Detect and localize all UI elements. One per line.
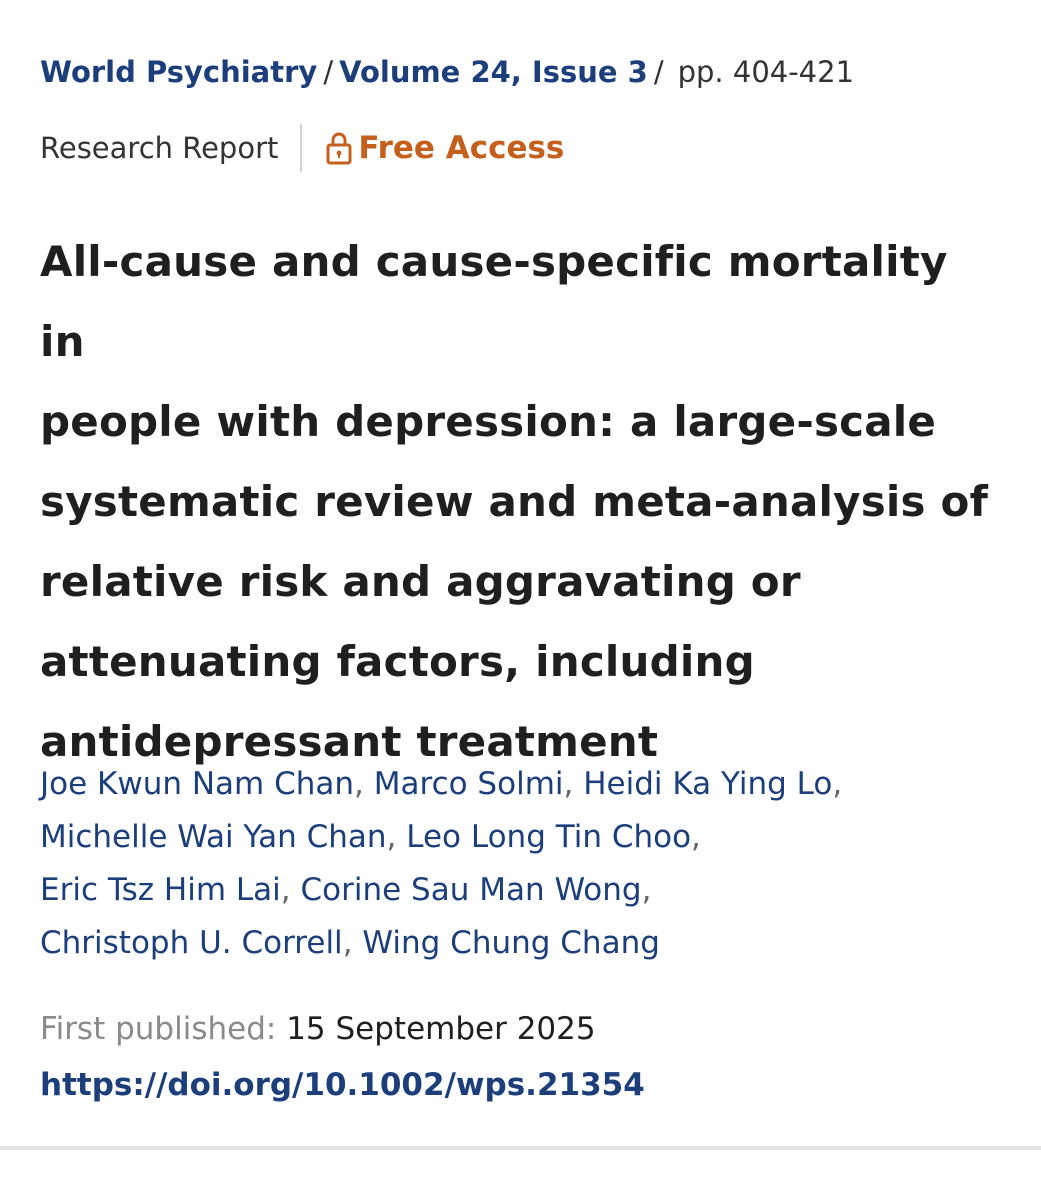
- author-separator: ,: [691, 819, 701, 855]
- author-link[interactable]: Leo Long Tin Choo: [406, 819, 692, 855]
- author-link[interactable]: Wing Chung Chang: [362, 925, 660, 961]
- article-title: [40, 222, 1000, 782]
- published-label: First published:: [40, 1011, 277, 1047]
- title-line: people with depression: a large-scale: [40, 397, 937, 446]
- author-link[interactable]: Corine Sau Man Wong: [300, 872, 642, 908]
- author-separator: ,: [354, 766, 364, 802]
- title-line: All-cause and cause-specific mortality in: [40, 237, 948, 366]
- section-divider: [0, 1146, 1041, 1150]
- author-link[interactable]: Christoph U. Correll: [40, 925, 343, 961]
- article-type: Research Report: [40, 131, 279, 165]
- title-line: relative risk and aggravating or: [40, 557, 801, 606]
- author-separator: ,: [342, 925, 353, 961]
- doi-link[interactable]: https://doi.org/10.1002/wps.21354: [40, 1067, 645, 1103]
- page-range: pp. 404-421: [677, 55, 855, 89]
- author-separator: ,: [641, 872, 652, 908]
- title-line: antidepressant treatment: [40, 717, 659, 766]
- breadcrumb-separator: /: [653, 55, 664, 89]
- author-link[interactable]: Eric Tsz Him Lai: [40, 872, 281, 908]
- free-access-label: Free Access: [358, 130, 565, 166]
- published-date: 15 September 2025: [286, 1011, 596, 1047]
- author-separator: ,: [386, 819, 397, 855]
- author-link[interactable]: Michelle Wai Yan Chan: [40, 819, 387, 855]
- author-link[interactable]: Joe Kwun Nam Chan: [40, 766, 355, 802]
- title-line: attenuating factors, including: [40, 637, 755, 686]
- article-meta: [40, 124, 564, 172]
- journal-breadcrumb: [40, 52, 854, 92]
- lock-icon: [326, 131, 352, 165]
- meta-divider: [300, 124, 302, 172]
- author-link[interactable]: Marco Solmi: [373, 766, 564, 802]
- issue-link[interactable]: Volume 24, Issue 3: [339, 55, 648, 89]
- author-separator: ,: [280, 872, 291, 908]
- free-access-badge: [326, 130, 564, 166]
- author-separator: ,: [563, 766, 574, 802]
- title-line: systematic review and meta-analysis of: [40, 477, 989, 526]
- publication-date: [40, 1006, 596, 1052]
- author-separator: ,: [832, 766, 843, 802]
- journal-link[interactable]: World Psychiatry: [40, 55, 318, 89]
- author-link[interactable]: Heidi Ka Ying Lo: [583, 766, 833, 802]
- author-list: [40, 758, 1000, 970]
- breadcrumb-separator: /: [323, 55, 334, 89]
